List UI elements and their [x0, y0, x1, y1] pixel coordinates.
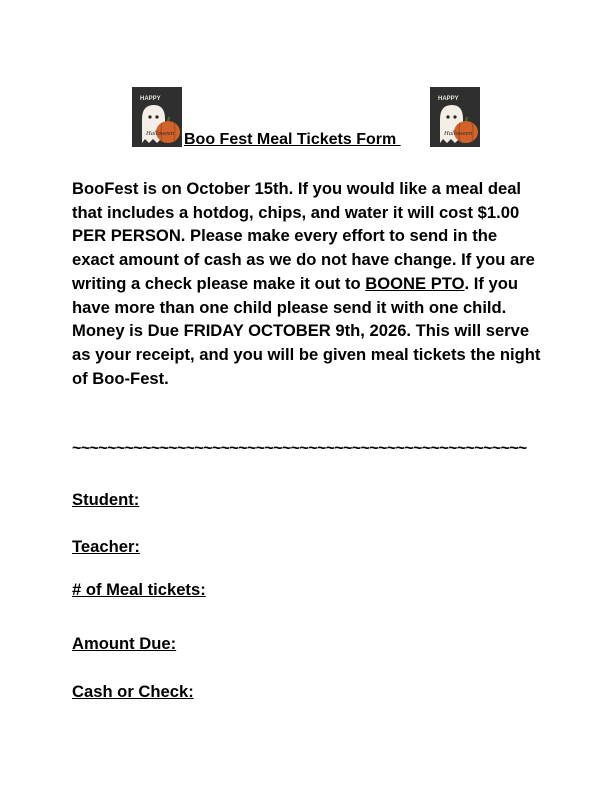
meal-tickets-field-label: # of Meal tickets:	[72, 580, 206, 599]
logo-text-top: HAPPY	[140, 96, 161, 102]
halloween-logo-right	[430, 87, 480, 147]
amount-due-field-label: Amount Due:	[72, 634, 177, 653]
page-title: Boo Fest Meal Tickets Form	[184, 131, 401, 148]
cash-or-check-field-label: Cash or Check:	[72, 682, 194, 701]
payee-name: BOONE PTO	[365, 273, 465, 293]
logo-text-bottom: Halloween	[146, 130, 175, 137]
logo-text-top: HAPPY	[438, 96, 459, 102]
logo-text-bottom: Halloween	[444, 130, 473, 137]
instructions-paragraph	[72, 177, 542, 390]
halloween-logo-left	[132, 87, 182, 147]
ghost-pumpkin-icon	[430, 87, 480, 147]
instructions-text-2: . If you have more than one child please send it with one child. Money is Due FRIDAY OCTOBER 9th, 2026. This will serve as your receipt, and you will be given meal tickets the night of Boo-Fest.	[72, 273, 541, 388]
instructions-text-1: BooFest is on October 15th. If you would like a meal deal that includes a hotdog, chips, and water it will cost $1.00 PER PERSON. Please make every effort to send in the exact amount of cash as we do not have change. If you are writing a check please make it out to	[72, 179, 535, 293]
ghost-pumpkin-icon	[132, 87, 182, 147]
student-field-label: Student:	[72, 490, 140, 509]
separator-line: ~~~~~~~~~~~~~~~~~~~~~~~~~~~~~~~~~~~~~~~~~~~~~~~~~~~~	[72, 440, 527, 457]
teacher-field-label: Teacher:	[72, 537, 140, 556]
